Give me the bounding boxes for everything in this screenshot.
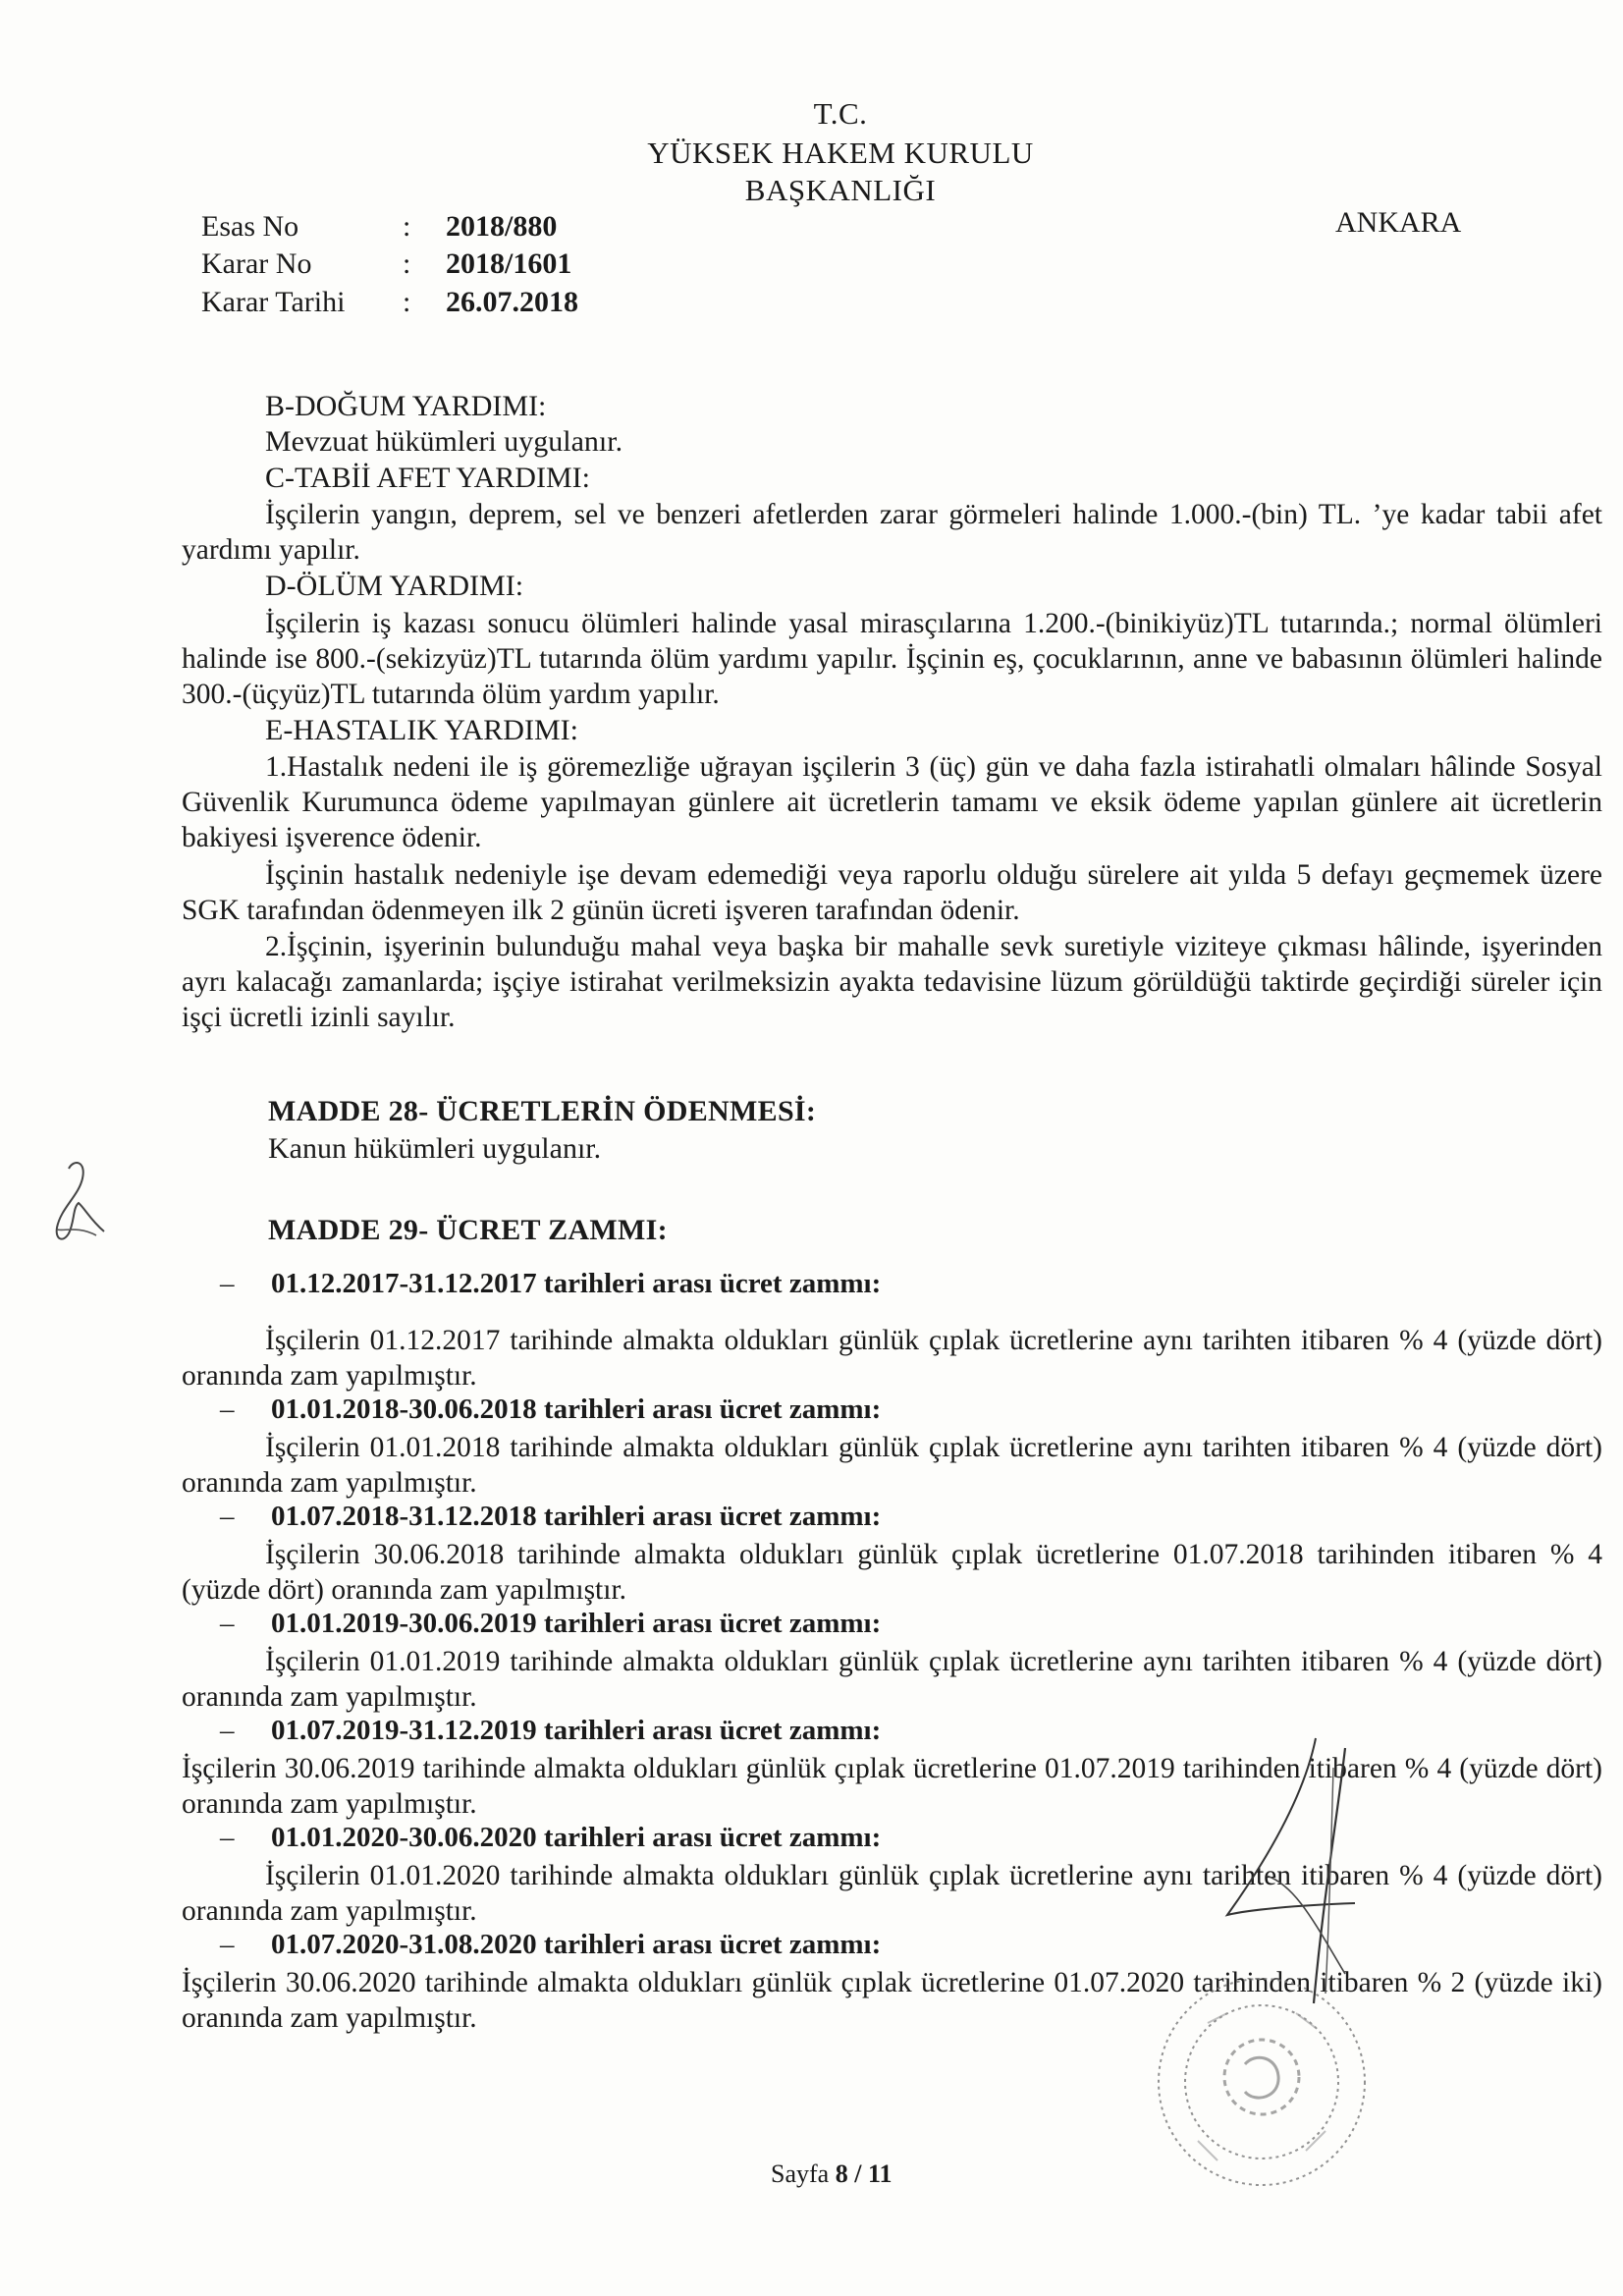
meta-label: Esas No bbox=[201, 210, 299, 243]
header-city: ANKARA bbox=[1335, 206, 1462, 239]
section-d-text: İşçilerin iş kazası sonucu ölümleri halinde yasal mirasçılarına 1.200.-(binikiyüz)TL tutarında.; normal ölümleri halinde ise 800.-(sekizyüz)TL tutarında ölüm yardımı yapılır. İşçinin eş, çocuklarının, anne ve babasının ölümleri halinde 300.-(üçyüz)TL tutarında ölüm yardım yapılır. bbox=[182, 608, 1602, 710]
raise-item-text: İşçilerin 30.06.2018 tarihinde almakta oldukları günlük çıplak ücretlerine 01.07.2018 tarihinden itibaren % 4 (yüzde dört) oranında zam yapılmıştır. bbox=[182, 1539, 1602, 1606]
page-current: 8 bbox=[835, 2159, 848, 2188]
raise-item-heading: 01.07.2020-31.08.2020 tarihleri arası ücret zammı: bbox=[271, 1929, 882, 1960]
list-dash: – bbox=[220, 1268, 235, 1299]
raise-item-heading: 01.01.2018-30.06.2018 tarihleri arası ücret zammı: bbox=[271, 1394, 882, 1425]
raise-item-text: İşçilerin 30.06.2020 tarihinde almakta oldukları günlük çıplak ücretlerine 01.07.2020 tarihinden itibaren % 2 (yüzde iki) oranında zam yapılmıştır. bbox=[182, 1967, 1602, 2034]
raise-item-heading: 01.01.2020-30.06.2020 tarihleri arası ücret zammı: bbox=[271, 1822, 882, 1853]
section-b-text: Mevzuat hükümleri uygulanır. bbox=[265, 425, 623, 458]
meta-label: Karar No bbox=[201, 247, 312, 280]
list-dash: – bbox=[220, 1929, 235, 1960]
raise-item-title bbox=[220, 1822, 881, 1854]
official-seal-icon bbox=[1139, 1954, 1384, 2219]
meta-value: 2018/1601 bbox=[446, 247, 572, 280]
raise-item-title bbox=[220, 1715, 881, 1747]
raise-item-heading: 01.07.2019-31.12.2019 tarihleri arası ücret zammı: bbox=[271, 1715, 882, 1746]
section-e-text-1: 1.Hastalık nedeni ile iş göremezliğe uğrayan işçilerin 3 (üç) gün ve daha fazla istirahatli olmaları hâlinde Sosyal Güvenlik Kurumunca ödeme yapılmayan günlere ait ücretlerin tamamı ve eksik ödeme yapılan günlere ait ücretlerin bakiyesi işverence ödenir. bbox=[182, 751, 1602, 853]
raise-item-title bbox=[220, 1268, 881, 1300]
page-sep: / bbox=[854, 2159, 862, 2188]
header-line-baskanlik: BAŞKANLIĞI bbox=[744, 173, 937, 207]
raise-item-title bbox=[220, 1929, 881, 1961]
header-line-tc: T.C. bbox=[813, 96, 868, 131]
meta-sep: : bbox=[403, 286, 411, 318]
raise-item-heading: 01.07.2018-31.12.2018 tarihleri arası ücret zammı: bbox=[271, 1501, 882, 1532]
meta-value: 26.07.2018 bbox=[446, 286, 578, 318]
meta-value: 2018/880 bbox=[446, 210, 558, 243]
madde-28-title: MADDE 28- ÜCRETLERİN ÖDENMESİ: bbox=[268, 1095, 817, 1127]
raise-item-text: İşçilerin 01.01.2020 tarihinde almakta oldukları günlük çıplak ücretlerine aynı tarihten itibaren % 4 (yüzde dört) oranında zam yapılmıştır. bbox=[182, 1860, 1602, 1927]
raise-item-text: İşçilerin 01.12.2017 tarihinde almakta oldukları günlük çıplak ücretlerine aynı tarihten itibaren % 4 (yüzde dört) oranında zam yapılmıştır. bbox=[182, 1325, 1602, 1392]
list-dash: – bbox=[220, 1715, 235, 1746]
page-prefix: Sayfa bbox=[771, 2159, 830, 2188]
meta-sep: : bbox=[403, 247, 411, 280]
page-number bbox=[771, 2159, 893, 2189]
meta-karar-tarihi bbox=[201, 286, 578, 319]
raise-item-title bbox=[220, 1394, 881, 1426]
list-dash: – bbox=[220, 1501, 235, 1532]
list-dash: – bbox=[220, 1394, 235, 1425]
section-c-text: İşçilerin yangın, deprem, sel ve benzeri afetlerden zarar görmeleri halinde 1.000.-(bin) TL. ’ye kadar tabii afet yardımı yapılır. bbox=[182, 499, 1602, 566]
list-dash: – bbox=[220, 1608, 235, 1639]
meta-sep: : bbox=[403, 210, 411, 243]
list-dash: – bbox=[220, 1822, 235, 1853]
meta-karar-no bbox=[201, 247, 571, 281]
raise-item-title bbox=[220, 1608, 881, 1640]
meta-label: Karar Tarihi bbox=[201, 286, 346, 318]
raise-item-heading: 01.12.2017-31.12.2017 tarihleri arası ücret zammı: bbox=[271, 1268, 882, 1299]
meta-esas-no bbox=[201, 210, 557, 244]
raise-item-heading: 01.01.2019-30.06.2019 tarihleri arası ücret zammı: bbox=[271, 1608, 882, 1639]
page-total: 11 bbox=[867, 2159, 893, 2188]
section-e-text-3: 2.İşçinin, işyerinin bulunduğu mahal veya başka bir mahalle sevk suretiyle viziteye çıkması hâlinde, işyerinden ayrı kalacağı zamanlarda; işçiye istirahat verilmeksizin ayakta tedavisine lüzum görüldüğü taktirde geçirdiği süreler için işçi ücretli izinli sayılır. bbox=[182, 931, 1602, 1033]
raise-item-text: İşçilerin 01.01.2019 tarihinde almakta oldukları günlük çıplak ücretlerine aynı tarihten itibaren % 4 (yüzde dört) oranında zam yapılmıştır. bbox=[182, 1646, 1602, 1713]
madde-28-text: Kanun hükümleri uygulanır. bbox=[268, 1132, 602, 1165]
section-b-title: B-DOĞUM YARDIMI: bbox=[265, 390, 547, 422]
raise-item-title bbox=[220, 1501, 881, 1533]
raise-item-text: İşçilerin 30.06.2019 tarihinde almakta oldukları günlük çıplak ücretlerine 01.07.2019 tarihinden itibaren % 4 (yüzde dört) oranında zam yapılmıştır. bbox=[182, 1753, 1602, 1820]
madde-29-title: MADDE 29- ÜCRET ZAMMI: bbox=[268, 1214, 668, 1246]
header-line-kurul: YÜKSEK HAKEM KURULU bbox=[647, 136, 1034, 170]
handwritten-initial-icon bbox=[39, 1149, 118, 1257]
raise-item-text: İşçilerin 01.01.2018 tarihinde almakta oldukları günlük çıplak ücretlerine aynı tarihten itibaren % 4 (yüzde dört) oranında zam yapılmıştır. bbox=[182, 1432, 1602, 1499]
section-d-title: D-ÖLÜM YARDIMI: bbox=[265, 570, 524, 602]
section-e-text-2: İşçinin hastalık nedeniyle işe devam edemediği veya raporlu olduğu sürelere ait yılda 5 defayı geçmemek üzere SGK tarafından ödenmeyen ilk 2 günün ücreti işveren tarafından ödenir. bbox=[182, 859, 1602, 926]
section-c-title: C-TABİİ AFET YARDIMI: bbox=[265, 462, 590, 494]
section-e-title: E-HASTALIK YARDIMI: bbox=[265, 714, 578, 746]
